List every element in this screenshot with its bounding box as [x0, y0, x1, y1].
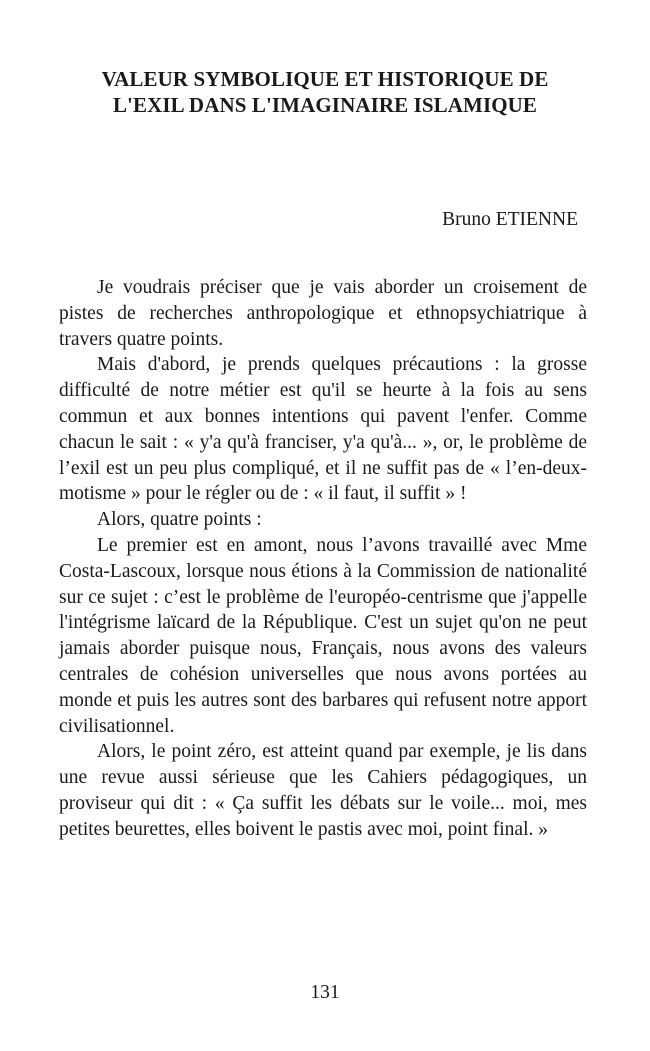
paragraph-5: Alors, le point zéro, est atteint quand par exemple, je lis dans une revue aussi sérieuse que les Cahiers pédagogiques, un proviseur qui dit : « Ça suffit les débats sur le voile... moi, mes petites beurettes, elles boivent le pastis avec moi, point final. » — [59, 741, 587, 840]
chapter-title-line-2: L'EXIL DANS L'IMAGINAIRE ISLAMIQUE — [112, 93, 538, 117]
author-name: Bruno ETIENNE — [442, 209, 578, 230]
body-text — [59, 275, 587, 843]
chapter-title-line-1: VALEUR SYMBOLIQUE ET HISTORIQUE DE — [101, 67, 549, 91]
page-number: 131 — [310, 982, 340, 1003]
paragraph-1: Je voudrais préciser que je vais aborder un croisement de pistes de recherches anthropologique et ethnopsychiatrique à travers quatre points. — [59, 277, 587, 350]
paragraph-4: Le premier est en amont, nous l’avons travaillé avec Mme Costa-Lascoux, lorsque nous étions à la Commission de nationalité sur ce sujet : c’est le problème de l'européo-centrisme que j'appelle l'intégrisme laïcard de la République. C'est un sujet qu'on ne peut jamais aborder puisque nous, Français, nous avons des valeurs centrales de cohésion universelles que nous avons portées au monde et puis les autres sont des barbares qui refusent notre apport civilisationnel. — [59, 534, 587, 737]
paragraph-2: Mais d'abord, je prends quelques précautions : la grosse difficulté de notre métier est qu'il se heurte à la fois au sens commun et aux bonnes intentions qui pavent l'enfer. Comme chacun le sait : « y'a qu'à franciser, y'a qu'à... », or, le problème de l’exil est un peu plus compliqué, et il ne suffit pas de « l’en-deux-motisme » pour le régler ou de : « il faut, il suffit » ! — [59, 354, 587, 505]
chapter-title — [60, 66, 590, 118]
paragraph-3: Alors, quatre points : — [97, 509, 262, 531]
